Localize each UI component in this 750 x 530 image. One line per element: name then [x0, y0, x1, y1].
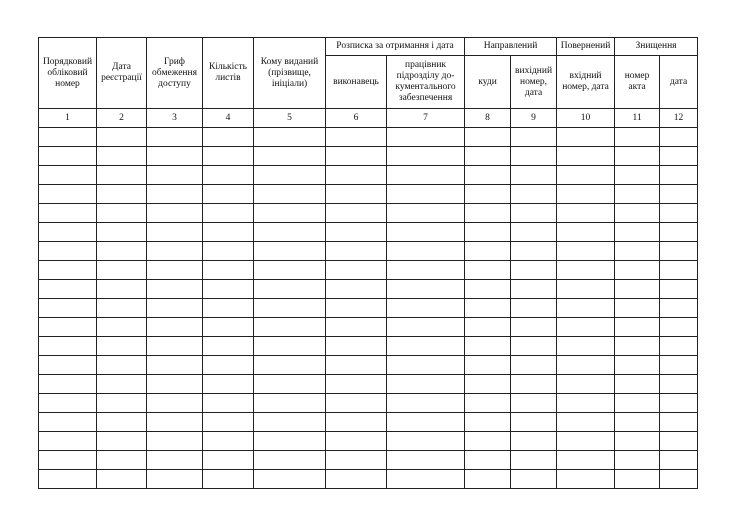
column-number: 11 — [615, 109, 660, 128]
table-cell — [615, 166, 660, 185]
table-row — [39, 432, 698, 451]
table-cell — [615, 356, 660, 375]
table-cell — [326, 204, 387, 223]
table-cell — [326, 185, 387, 204]
table-cell — [511, 223, 557, 242]
table-row — [39, 204, 698, 223]
column-number: 10 — [557, 109, 615, 128]
column-number: 7 — [387, 109, 465, 128]
table-cell — [387, 204, 465, 223]
table-cell — [465, 432, 511, 451]
table-cell — [203, 413, 254, 432]
table-cell — [465, 166, 511, 185]
table-cell — [39, 299, 97, 318]
table-cell — [465, 261, 511, 280]
table-cell — [615, 375, 660, 394]
header-destruction-date: дата — [660, 56, 698, 109]
table-cell — [203, 128, 254, 147]
header-sent-where: куди — [465, 56, 511, 109]
table-cell — [39, 185, 97, 204]
table-cell — [97, 337, 147, 356]
table-cell — [147, 375, 203, 394]
table-cell — [387, 166, 465, 185]
table-cell — [326, 261, 387, 280]
table-cell — [615, 223, 660, 242]
table-cell — [660, 356, 698, 375]
table-cell — [615, 432, 660, 451]
table-cell — [511, 356, 557, 375]
column-number-row — [39, 109, 698, 128]
table-cell — [326, 375, 387, 394]
table-cell — [660, 242, 698, 261]
table-cell — [387, 185, 465, 204]
table-cell — [615, 337, 660, 356]
table-cell — [557, 356, 615, 375]
table-cell — [254, 394, 326, 413]
column-number: 2 — [97, 109, 147, 128]
table-cell — [387, 470, 465, 489]
table-cell — [660, 166, 698, 185]
table-cell — [254, 280, 326, 299]
table-cell — [615, 318, 660, 337]
header-executor: виконавець — [326, 56, 387, 109]
table-cell — [97, 280, 147, 299]
table-cell — [557, 299, 615, 318]
table-cell — [660, 299, 698, 318]
table-row — [39, 318, 698, 337]
table-cell — [660, 432, 698, 451]
table-cell — [465, 128, 511, 147]
table-cell — [615, 451, 660, 470]
table-cell — [660, 185, 698, 204]
table-cell — [660, 147, 698, 166]
table-cell — [557, 394, 615, 413]
table-cell — [511, 318, 557, 337]
table-cell — [326, 356, 387, 375]
table-cell — [39, 470, 97, 489]
table-cell — [97, 166, 147, 185]
table-cell — [203, 166, 254, 185]
table-cell — [254, 337, 326, 356]
table-cell — [39, 356, 97, 375]
table-cell — [147, 432, 203, 451]
table-cell — [557, 166, 615, 185]
table-cell — [203, 318, 254, 337]
table-cell — [557, 185, 615, 204]
table-cell — [465, 223, 511, 242]
table-cell — [97, 204, 147, 223]
table-cell — [147, 223, 203, 242]
table-cell — [660, 280, 698, 299]
table-cell — [511, 166, 557, 185]
column-number: 12 — [660, 109, 698, 128]
column-number: 9 — [511, 109, 557, 128]
table-cell — [147, 413, 203, 432]
table-cell — [511, 451, 557, 470]
table-cell — [97, 299, 147, 318]
table-cell — [660, 394, 698, 413]
table-cell — [660, 204, 698, 223]
table-cell — [39, 261, 97, 280]
table-cell — [326, 147, 387, 166]
table-cell — [557, 375, 615, 394]
table-cell — [465, 318, 511, 337]
table-cell — [557, 128, 615, 147]
table-cell — [511, 261, 557, 280]
header-sheet-count: Кількість листів — [203, 38, 254, 109]
table-cell — [203, 242, 254, 261]
table-cell — [97, 413, 147, 432]
table-cell — [465, 375, 511, 394]
table-cell — [615, 299, 660, 318]
registration-journal-table — [38, 37, 698, 489]
table-row — [39, 470, 698, 489]
table-cell — [511, 242, 557, 261]
table-cell — [326, 280, 387, 299]
table-cell — [97, 147, 147, 166]
table-cell — [615, 147, 660, 166]
table-cell — [39, 223, 97, 242]
table-cell — [39, 128, 97, 147]
table-cell — [203, 280, 254, 299]
table-cell — [39, 375, 97, 394]
table-cell — [511, 299, 557, 318]
table-row — [39, 280, 698, 299]
table-cell — [660, 375, 698, 394]
table-cell — [147, 280, 203, 299]
table-cell — [326, 337, 387, 356]
table-cell — [387, 413, 465, 432]
header-registration-date: Дата реєстрації — [97, 38, 147, 109]
table-cell — [557, 242, 615, 261]
table-cell — [203, 356, 254, 375]
table-cell — [254, 356, 326, 375]
table-cell — [511, 185, 557, 204]
table-cell — [147, 337, 203, 356]
table-cell — [39, 242, 97, 261]
table-cell — [557, 223, 615, 242]
table-cell — [465, 185, 511, 204]
table-cell — [254, 413, 326, 432]
table-cell — [97, 451, 147, 470]
table-cell — [203, 223, 254, 242]
table-cell — [254, 147, 326, 166]
header-issued-to: Кому виданий (прізвище, ініціали) — [254, 38, 326, 109]
header-access-restriction: Гриф обмеження доступу — [147, 38, 203, 109]
header-incoming-number-date: вхідний номер, дата — [557, 56, 615, 109]
table-cell — [326, 318, 387, 337]
table-cell — [465, 356, 511, 375]
header-records-officer: працівник підрозділу до-кументального забезпечення — [387, 56, 465, 109]
table-cell — [39, 451, 97, 470]
table-cell — [97, 375, 147, 394]
table-cell — [660, 470, 698, 489]
table-cell — [97, 261, 147, 280]
table-cell — [39, 413, 97, 432]
table-cell — [147, 470, 203, 489]
table-cell — [660, 451, 698, 470]
table-cell — [511, 432, 557, 451]
header-group-destroyed: Знищення — [615, 38, 698, 56]
table-cell — [203, 204, 254, 223]
table-cell — [203, 394, 254, 413]
table-cell — [465, 451, 511, 470]
table-cell — [465, 280, 511, 299]
table-row — [39, 356, 698, 375]
table-cell — [147, 166, 203, 185]
table-row — [39, 185, 698, 204]
table-cell — [326, 299, 387, 318]
table-cell — [465, 147, 511, 166]
table-row — [39, 261, 698, 280]
header-act-number: номер акта — [615, 56, 660, 109]
table-cell — [465, 204, 511, 223]
table-cell — [387, 147, 465, 166]
table-cell — [615, 261, 660, 280]
table-cell — [557, 432, 615, 451]
table-row — [39, 337, 698, 356]
table-cell — [203, 470, 254, 489]
table-cell — [615, 128, 660, 147]
table-cell — [97, 470, 147, 489]
table-cell — [147, 299, 203, 318]
table-row — [39, 299, 698, 318]
header-outgoing-number-date: вихідний номер, дата — [511, 56, 557, 109]
table-cell — [615, 280, 660, 299]
table-cell — [465, 413, 511, 432]
table-cell — [97, 394, 147, 413]
column-number: 5 — [254, 109, 326, 128]
table-cell — [511, 413, 557, 432]
table-cell — [39, 432, 97, 451]
table-cell — [203, 432, 254, 451]
column-number: 3 — [147, 109, 203, 128]
table-cell — [203, 299, 254, 318]
table-cell — [39, 394, 97, 413]
table-cell — [39, 204, 97, 223]
table-row — [39, 394, 698, 413]
table-cell — [97, 432, 147, 451]
table-cell — [557, 280, 615, 299]
column-number: 1 — [39, 109, 97, 128]
table-cell — [326, 470, 387, 489]
column-number: 4 — [203, 109, 254, 128]
table-cell — [465, 242, 511, 261]
table-cell — [511, 470, 557, 489]
table-row — [39, 242, 698, 261]
table-cell — [147, 451, 203, 470]
table-cell — [387, 375, 465, 394]
table-cell — [326, 432, 387, 451]
table-cell — [254, 128, 326, 147]
table-cell — [147, 356, 203, 375]
table-cell — [511, 394, 557, 413]
table-cell — [615, 394, 660, 413]
table-cell — [615, 242, 660, 261]
table-cell — [660, 223, 698, 242]
table-cell — [254, 204, 326, 223]
table-cell — [465, 337, 511, 356]
table-cell — [97, 185, 147, 204]
table-cell — [615, 185, 660, 204]
table-cell — [203, 261, 254, 280]
table-cell — [147, 318, 203, 337]
table-cell — [387, 318, 465, 337]
table-cell — [326, 223, 387, 242]
table-cell — [254, 375, 326, 394]
table-cell — [387, 128, 465, 147]
table-cell — [97, 223, 147, 242]
table-cell — [147, 394, 203, 413]
header-group-sent: Направлений — [465, 38, 557, 56]
table-cell — [557, 204, 615, 223]
table-cell — [203, 375, 254, 394]
table-cell — [39, 147, 97, 166]
table-cell — [326, 242, 387, 261]
table-cell — [615, 413, 660, 432]
table-cell — [387, 451, 465, 470]
table-cell — [387, 432, 465, 451]
table-cell — [387, 261, 465, 280]
table-cell — [465, 470, 511, 489]
table-cell — [97, 242, 147, 261]
table-cell — [97, 356, 147, 375]
table-cell — [511, 204, 557, 223]
table-cell — [147, 261, 203, 280]
table-cell — [254, 470, 326, 489]
table-cell — [511, 375, 557, 394]
table-cell — [254, 299, 326, 318]
table-cell — [147, 147, 203, 166]
table-cell — [557, 318, 615, 337]
table-cell — [147, 242, 203, 261]
header-group-receipt: Розписка за отримання і дата — [326, 38, 465, 56]
header-serial-number: Порядковий обліковий номер — [39, 38, 97, 109]
table-cell — [511, 280, 557, 299]
table-cell — [147, 128, 203, 147]
table-cell — [203, 451, 254, 470]
table-cell — [387, 299, 465, 318]
table-cell — [326, 451, 387, 470]
table-cell — [615, 470, 660, 489]
table-cell — [254, 432, 326, 451]
table-cell — [557, 147, 615, 166]
table-cell — [254, 223, 326, 242]
table-cell — [557, 470, 615, 489]
table-cell — [203, 185, 254, 204]
table-cell — [465, 299, 511, 318]
table-cell — [254, 185, 326, 204]
table-cell — [97, 128, 147, 147]
table-cell — [254, 451, 326, 470]
table-cell — [511, 128, 557, 147]
table-cell — [511, 337, 557, 356]
table-cell — [39, 166, 97, 185]
table-cell — [254, 242, 326, 261]
table-cell — [660, 318, 698, 337]
table-cell — [557, 451, 615, 470]
table-cell — [660, 261, 698, 280]
table-cell — [147, 204, 203, 223]
table-cell — [39, 280, 97, 299]
table-cell — [387, 242, 465, 261]
table-cell — [387, 280, 465, 299]
table-row — [39, 128, 698, 147]
table-cell — [660, 128, 698, 147]
table-cell — [203, 147, 254, 166]
table-row — [39, 166, 698, 185]
table-cell — [254, 261, 326, 280]
table-cell — [557, 261, 615, 280]
header-group-returned: Повернений — [557, 38, 615, 56]
table-row — [39, 451, 698, 470]
column-number: 8 — [465, 109, 511, 128]
table-row — [39, 223, 698, 242]
table-cell — [326, 128, 387, 147]
table-row — [39, 375, 698, 394]
table-cell — [660, 337, 698, 356]
table-cell — [387, 223, 465, 242]
table-cell — [387, 394, 465, 413]
table-cell — [326, 166, 387, 185]
table-cell — [254, 166, 326, 185]
table-cell — [557, 337, 615, 356]
table-row — [39, 147, 698, 166]
table-cell — [203, 337, 254, 356]
table-cell — [97, 318, 147, 337]
table-cell — [615, 204, 660, 223]
column-number: 6 — [326, 109, 387, 128]
table-cell — [326, 413, 387, 432]
table-cell — [387, 337, 465, 356]
table-cell — [557, 413, 615, 432]
table-cell — [39, 337, 97, 356]
table-cell — [326, 394, 387, 413]
table-cell — [39, 318, 97, 337]
table-cell — [147, 185, 203, 204]
table-cell — [660, 413, 698, 432]
table-cell — [511, 147, 557, 166]
table-cell — [254, 318, 326, 337]
table-row — [39, 413, 698, 432]
table-cell — [387, 356, 465, 375]
table-cell — [465, 394, 511, 413]
